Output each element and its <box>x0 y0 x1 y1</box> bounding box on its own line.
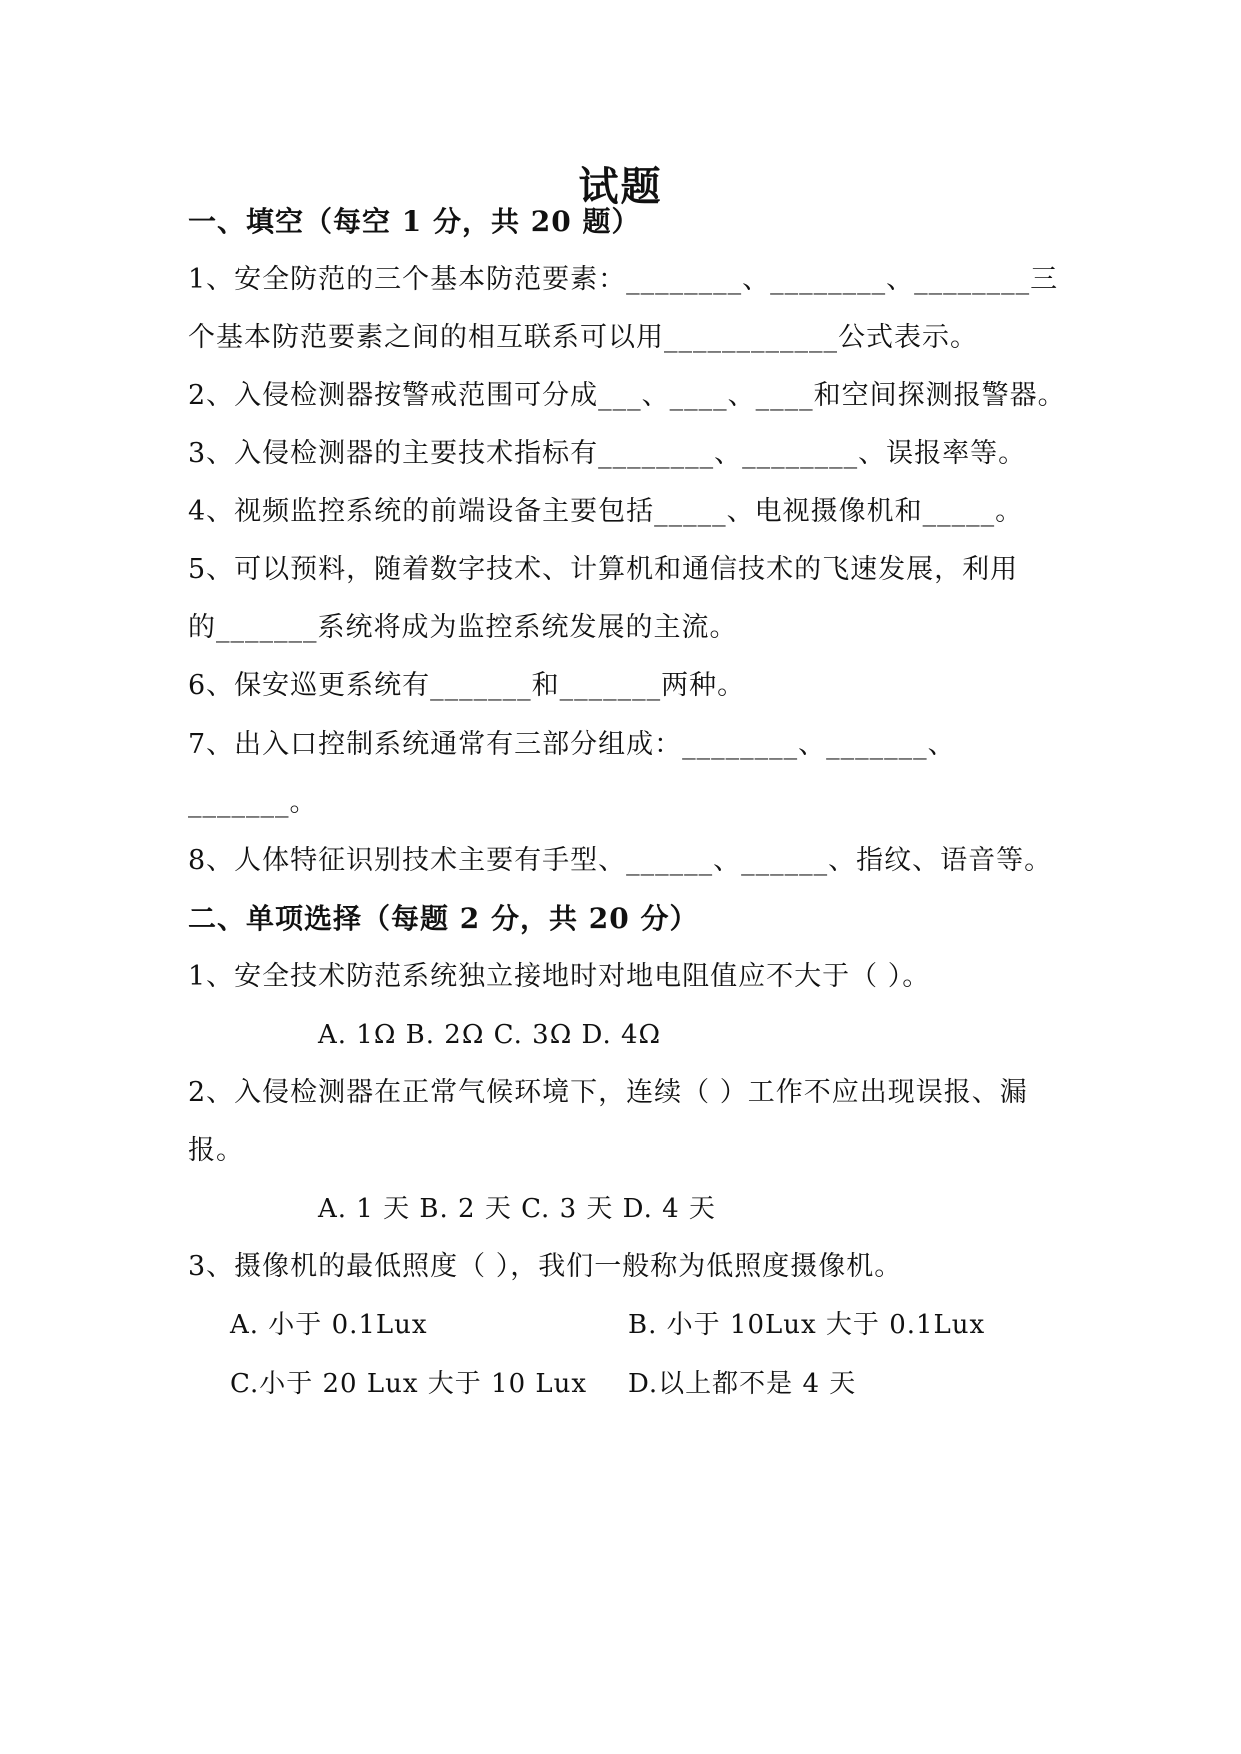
choice-options-1: A. 1Ω B. 2Ω C. 3Ω D. 4Ω <box>318 1020 662 1050</box>
question-line: 1、安全防范的三个基本防范要素：________、________、________三 <box>188 264 1059 295</box>
question-line: 8、人体特征识别技术主要有手型、______、______、指纹、语音等。 <box>188 845 1053 876</box>
question-line: 5、可以预料，随着数字技术、计算机和通信技术的飞速发展，利用 <box>188 554 1019 585</box>
question-line: 4、视频监控系统的前端设备主要包括_____、电视摄像机和_____。 <box>188 496 1024 527</box>
section-heading-single-choice: 二、单项选择（每题 2 分，共 20 分） <box>188 902 699 935</box>
question-line: 3、入侵检测器的主要技术指标有________、________、误报率等。 <box>188 438 1027 469</box>
question-line: 个基本防范要素之间的相互联系可以用____________公式表示。 <box>188 322 978 353</box>
choice-option-b: B. 小于 10Lux 大于 0.1Lux <box>628 1310 986 1340</box>
choice-question-2: 2、入侵检测器在正常气候环境下，连续（ ）工作不应出现误报、漏 <box>188 1077 1028 1108</box>
choice-question-1: 1、安全技术防范系统独立接地时对地电阻值应不大于（ ）。 <box>188 961 931 992</box>
question-line: _______。 <box>188 787 318 818</box>
choice-question-3: 3、摄像机的最低照度（ ），我们一般称为低照度摄像机。 <box>188 1251 903 1282</box>
choice-option-d: D.以上都不是 4 天 <box>628 1369 857 1399</box>
page-title: 试题 <box>578 163 663 210</box>
question-line: 的_______系统将成为监控系统发展的主流。 <box>188 612 738 643</box>
choice-option-c: C.小于 20 Lux 大于 10 Lux <box>230 1369 588 1399</box>
question-line: 6、保安巡更系统有_______和_______两种。 <box>188 670 746 701</box>
choice-question-2-cont: 报。 <box>188 1135 244 1166</box>
question-line: 2、入侵检测器按警戒范围可分成___、____、____和空间探测报警器。 <box>188 380 1066 411</box>
choice-options-2: A. 1 天 B. 2 天 C. 3 天 D. 4 天 <box>318 1194 716 1224</box>
choice-option-a: A. 小于 0.1Lux <box>230 1310 428 1340</box>
question-line: 7、出入口控制系统通常有三部分组成：________、_______、 <box>188 729 956 760</box>
section-heading-fill-blank: 一、填空（每空 1 分，共 20 题） <box>188 205 641 238</box>
